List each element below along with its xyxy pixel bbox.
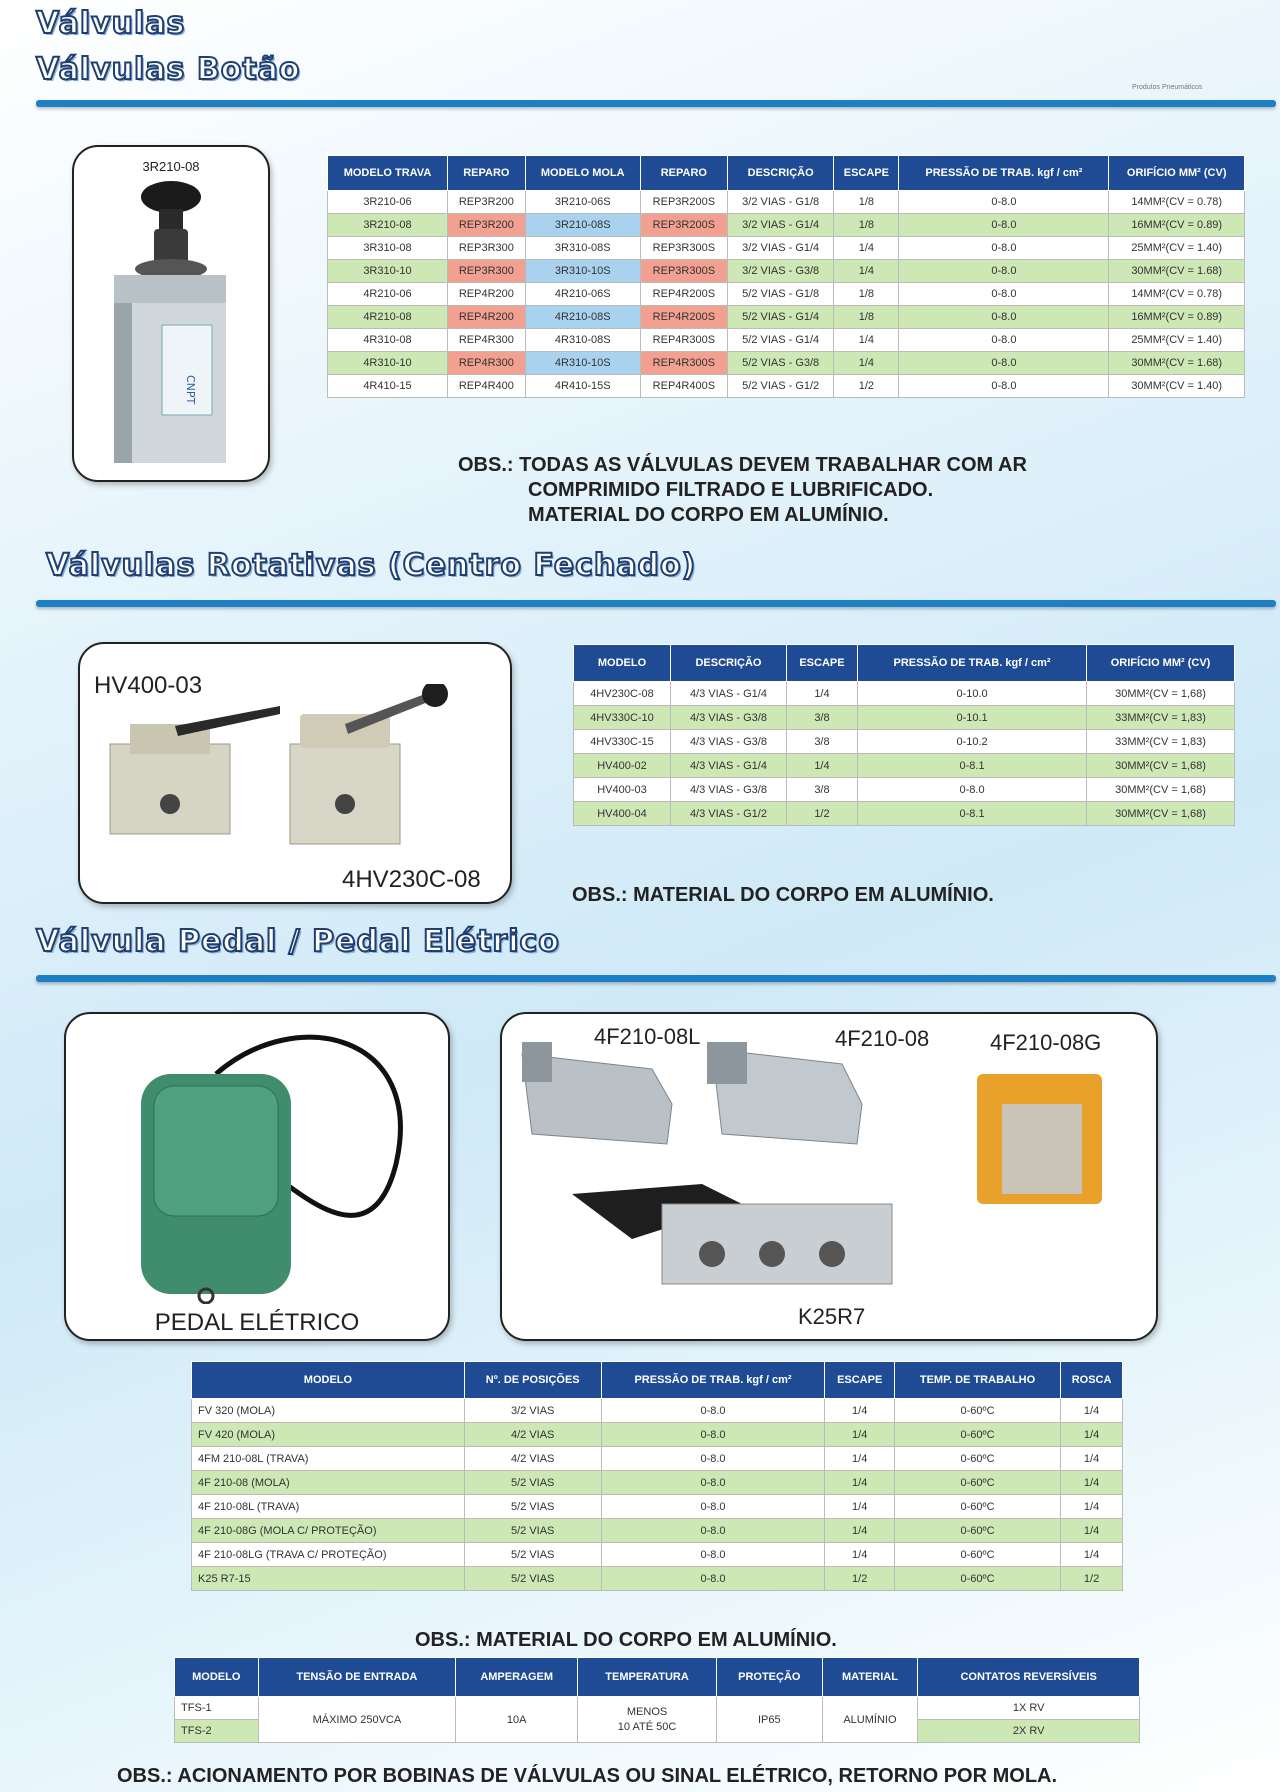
cell: K25 R7-15: [192, 1567, 465, 1591]
column-header: TENSÃO DE ENTRADA: [258, 1658, 456, 1697]
cell: 30MM²(CV = 1,68): [1087, 682, 1235, 706]
cell: 4F 210-08LG (TRAVA C/ PROTEÇÃO): [192, 1543, 465, 1567]
obs-botao-1: OBS.: TODAS AS VÁLVULAS DEVEM TRABALHAR COM AR: [458, 454, 1027, 476]
cell: 25MM²(CV = 1.40): [1109, 329, 1245, 352]
cell: REP3R200S: [640, 191, 727, 214]
column-header: MODELO: [192, 1362, 465, 1399]
table-row: [574, 706, 1235, 730]
cell: 30MM²(CV = 1.40): [1109, 375, 1245, 398]
table-botao: [327, 155, 1245, 398]
cell: 4/3 VIAS - G3/8: [670, 730, 786, 754]
table-row: [192, 1567, 1123, 1591]
divider: [36, 600, 1276, 607]
obs-rotativas: OBS.: MATERIAL DO CORPO EM ALUMÍNIO.: [572, 884, 994, 906]
column-header: ORIFÍCIO MM² (CV): [1087, 645, 1235, 682]
column-header: ESCAPE: [786, 645, 857, 682]
column-header: ESCAPE: [834, 156, 899, 191]
cell: 0-60ºC: [894, 1471, 1060, 1495]
cell: 3R310-08S: [525, 237, 640, 260]
cell: 1/8: [834, 214, 899, 237]
cell: 14MM²(CV = 0.78): [1109, 283, 1245, 306]
obs-botao-3: MATERIAL DO CORPO EM ALUMÍNIO.: [528, 504, 889, 526]
cell: 0-10.2: [857, 730, 1086, 754]
cell: 0-8.0: [601, 1399, 825, 1423]
divider: [36, 100, 1276, 107]
cell: 1/4: [1061, 1519, 1123, 1543]
column-header: MODELO TRAVA: [328, 156, 448, 191]
cell: 2X RV: [918, 1720, 1140, 1743]
cell: REP3R300S: [640, 237, 727, 260]
column-header: DESCRIÇÃO: [728, 156, 834, 191]
cell: 3/8: [786, 730, 857, 754]
cell: REP3R300S: [640, 260, 727, 283]
cell: 5/2 VIAS: [464, 1543, 601, 1567]
cell: REP4R400S: [640, 375, 727, 398]
cell: 0-8.0: [899, 260, 1109, 283]
cell: REP3R200: [447, 214, 525, 237]
cell: REP4R200S: [640, 306, 727, 329]
cell: 4R210-08S: [525, 306, 640, 329]
label-4f210-08g: 4F210-08G: [990, 1030, 1102, 1055]
cell: 30MM²(CV = 1,68): [1087, 802, 1235, 826]
column-header: REPARO: [640, 156, 727, 191]
cell: TFS-2: [175, 1720, 259, 1743]
cell: 4R310-10S: [525, 352, 640, 375]
cell: 4/3 VIAS - G1/2: [670, 802, 786, 826]
cell: 0-60ºC: [894, 1567, 1060, 1591]
cell: 1X RV: [918, 1697, 1140, 1720]
cell: 4HV230C-08: [574, 682, 671, 706]
cell: REP4R300S: [640, 352, 727, 375]
cell: 3/2 VIAS - G1/4: [728, 237, 834, 260]
cell: 0-8.1: [857, 802, 1086, 826]
column-header: CONTATOS REVERSÍVEIS: [918, 1658, 1140, 1697]
table-pedal-eletrico: [174, 1657, 1140, 1743]
cell: 0-8.0: [899, 352, 1109, 375]
cell: REP4R200S: [640, 283, 727, 306]
cell: 1/2: [834, 375, 899, 398]
cell: 4R410-15S: [525, 375, 640, 398]
electric-pedal-icon: [66, 1014, 448, 1304]
cell: 0-60ºC: [894, 1543, 1060, 1567]
cell: 4R210-08: [328, 306, 448, 329]
cell: REP3R200S: [640, 214, 727, 237]
cell: 1/4: [825, 1423, 894, 1447]
obs-eletrico: OBS.: ACIONAMENTO POR BOBINAS DE VÁLVULAS OU SINAL ELÉTRICO, RETORNO POR MOLA.: [117, 1765, 1058, 1787]
cell: 3/2 VIAS - G1/8: [728, 191, 834, 214]
cell: 1/4: [825, 1519, 894, 1543]
table-row: [574, 802, 1235, 826]
cell: 1/4: [1061, 1543, 1123, 1567]
table-row: [328, 306, 1245, 329]
cell: 0-60ºC: [894, 1399, 1060, 1423]
divider: [36, 975, 1276, 982]
column-header: ROSCA: [1061, 1362, 1123, 1399]
cell-line: MENOS: [626, 1705, 668, 1718]
cell: 0-8.0: [601, 1471, 825, 1495]
cell: 1/4: [834, 329, 899, 352]
cell: MÁXIMO 250VCA: [258, 1697, 456, 1743]
cell: 4R210-06: [328, 283, 448, 306]
cell: 3R310-08: [328, 237, 448, 260]
cell: HV400-02: [574, 754, 671, 778]
cell: 0-8.0: [601, 1495, 825, 1519]
cell: 30MM²(CV = 1.68): [1109, 260, 1245, 283]
cell: 0-8.0: [601, 1567, 825, 1591]
cell: 30MM²(CV = 1,68): [1087, 754, 1235, 778]
table-row: [328, 329, 1245, 352]
cell: 1/4: [786, 754, 857, 778]
cell: 1/2: [825, 1567, 894, 1591]
cell: 0-60ºC: [894, 1447, 1060, 1471]
image-label: 3R210-08: [142, 159, 200, 174]
obs-botao-2: COMPRIMIDO FILTRADO E LUBRIFICADO.: [528, 479, 934, 501]
cell: 1/4: [1061, 1447, 1123, 1471]
cell: 1/4: [1061, 1423, 1123, 1447]
valve-brand-text: CNPT: [184, 375, 197, 405]
cell: 4HV330C-10: [574, 706, 671, 730]
cell: REP4R300S: [640, 329, 727, 352]
cell: 30MM²(CV = 1,68): [1087, 778, 1235, 802]
cell: 1/4: [834, 237, 899, 260]
image-pedal-valves: [500, 1012, 1158, 1341]
cell: 5/2 VIAS - G3/8: [728, 352, 834, 375]
table-row: [192, 1519, 1123, 1543]
table-row: [192, 1471, 1123, 1495]
cell: 3R210-06: [328, 191, 448, 214]
cell: 4R310-08: [328, 329, 448, 352]
table-row: [574, 730, 1235, 754]
cell: 1/4: [825, 1471, 894, 1495]
cell: 5/2 VIAS - G1/8: [728, 283, 834, 306]
cell: 1/4: [825, 1447, 894, 1471]
cell: HV400-03: [574, 778, 671, 802]
label-pedal-eletrico: PEDAL ELÉTRICO: [154, 1309, 360, 1336]
cell: 4/3 VIAS - G1/4: [670, 682, 786, 706]
column-header: PRESSÃO DE TRAB. kgf / cm²: [857, 645, 1086, 682]
table-row: [192, 1423, 1123, 1447]
cell: 5/2 VIAS - G1/2: [728, 375, 834, 398]
column-header: DESCRIÇÃO: [670, 645, 786, 682]
cell: REP3R200: [447, 191, 525, 214]
cell: 3R210-08: [328, 214, 448, 237]
column-header: ESCAPE: [825, 1362, 894, 1399]
table-row: [328, 214, 1245, 237]
table-row: [328, 375, 1245, 398]
image-rotativa-valves: [78, 642, 512, 904]
column-header: TEMP. DE TRABALHO: [894, 1362, 1060, 1399]
button-valve-icon: [74, 175, 268, 475]
cell: ALUMÍNIO: [822, 1697, 918, 1743]
cell: 0-8.1: [857, 754, 1086, 778]
table-row: [192, 1543, 1123, 1567]
table-row: [574, 778, 1235, 802]
cell: 4/3 VIAS - G3/8: [670, 706, 786, 730]
table-row: [192, 1399, 1123, 1423]
label-k25r7: K25R7: [798, 1304, 866, 1329]
cell: 4R210-06S: [525, 283, 640, 306]
cell: 1/4: [825, 1543, 894, 1567]
cell: 16MM²(CV = 0.89): [1109, 306, 1245, 329]
cell: 1/4: [825, 1495, 894, 1519]
cell: 4/3 VIAS - G1/4: [670, 754, 786, 778]
table-row: [328, 283, 1245, 306]
column-header: Nº. DE POSIÇÕES: [464, 1362, 601, 1399]
cell: 1/4: [786, 682, 857, 706]
column-header: MATERIAL: [822, 1658, 918, 1697]
cell: 0-10.1: [857, 706, 1086, 730]
cell: 0-8.0: [601, 1519, 825, 1543]
cell: FV 420 (MOLA): [192, 1423, 465, 1447]
cell: 5/2 VIAS: [464, 1471, 601, 1495]
cell: 1/4: [1061, 1495, 1123, 1519]
cell: REP4R400: [447, 375, 525, 398]
column-header: PROTEÇÃO: [716, 1658, 822, 1697]
cell: 0-8.0: [899, 191, 1109, 214]
column-header: MODELO: [574, 645, 671, 682]
cell: 1/8: [834, 283, 899, 306]
image-pedal-eletrico: [64, 1012, 450, 1341]
cell: 1/2: [786, 802, 857, 826]
cell: 1/8: [834, 306, 899, 329]
cell: 16MM²(CV = 0.89): [1109, 214, 1245, 237]
cell: 5/2 VIAS: [464, 1567, 601, 1591]
cell: 4FM 210-08L (TRAVA): [192, 1447, 465, 1471]
cell: 0-8.0: [601, 1423, 825, 1447]
cell: 0-8.0: [899, 214, 1109, 237]
cell: [578, 1697, 717, 1743]
cell: REP4R300: [447, 329, 525, 352]
cell: 4F 210-08G (MOLA C/ PROTEÇÃO): [192, 1519, 465, 1543]
column-header: AMPERAGEM: [456, 1658, 578, 1697]
cell: 1/4: [825, 1399, 894, 1423]
foot-valve-icon: [502, 1014, 1156, 1339]
column-header: PRESSÃO DE TRAB. kgf / cm²: [601, 1362, 825, 1399]
obs-pedal: OBS.: MATERIAL DO CORPO EM ALUMÍNIO.: [415, 1629, 837, 1651]
cell: 0-8.0: [601, 1543, 825, 1567]
label-4f210-08: 4F210-08: [835, 1026, 930, 1051]
cell: 0-60ºC: [894, 1519, 1060, 1543]
column-header: MODELO: [175, 1658, 259, 1697]
cell: 4F 210-08 (MOLA): [192, 1471, 465, 1495]
cell: 0-8.0: [899, 306, 1109, 329]
rotary-valve-icon: [80, 684, 510, 864]
table-row: [328, 352, 1245, 375]
image-botao-valve: [72, 145, 270, 482]
section-title-pedal: Válvula Pedal / Pedal Elétrico: [36, 924, 560, 959]
cell: REP4R300: [447, 352, 525, 375]
table-row: [574, 754, 1235, 778]
table-row: [328, 191, 1245, 214]
cell: 3R210-08S: [525, 214, 640, 237]
cell: 3R310-10S: [525, 260, 640, 283]
cell: 3/2 VIAS: [464, 1399, 601, 1423]
table-row: [574, 682, 1235, 706]
page-title: Válvulas: [36, 6, 186, 41]
cell: 0-60ºC: [894, 1423, 1060, 1447]
cell: IP65: [716, 1697, 822, 1743]
column-header: ORIFÍCIO MM² (CV): [1109, 156, 1245, 191]
label-4hv230c-08: 4HV230C-08: [342, 866, 481, 893]
cell: 1/2: [1061, 1567, 1123, 1591]
table-row: [328, 260, 1245, 283]
cell: 30MM²(CV = 1.68): [1109, 352, 1245, 375]
cell: 0-8.0: [899, 237, 1109, 260]
cell: 1/4: [834, 260, 899, 283]
cell: 1/4: [1061, 1471, 1123, 1495]
cell: 5/2 VIAS: [464, 1495, 601, 1519]
cell: 5/2 VIAS: [464, 1519, 601, 1543]
cell: 0-8.0: [857, 778, 1086, 802]
cell: 5/2 VIAS - G1/4: [728, 329, 834, 352]
cell: 14MM²(CV = 0.78): [1109, 191, 1245, 214]
cell: 5/2 VIAS - G1/4: [728, 306, 834, 329]
label-hv400-03: HV400-03: [94, 672, 203, 699]
cell: REP3R300: [447, 260, 525, 283]
cell: 0-8.0: [899, 375, 1109, 398]
cell: 4F 210-08L (TRAVA): [192, 1495, 465, 1519]
table-row: [192, 1447, 1123, 1471]
cell: 1/4: [1061, 1399, 1123, 1423]
cell: 33MM²(CV = 1,83): [1087, 706, 1235, 730]
column-header: REPARO: [447, 156, 525, 191]
cell: 4R310-08S: [525, 329, 640, 352]
cell: 3/8: [786, 778, 857, 802]
label-4f210-08l: 4F210-08L: [594, 1024, 701, 1049]
cell: 4HV330C-15: [574, 730, 671, 754]
cell: REP4R200: [447, 306, 525, 329]
cell: 0-60ºC: [894, 1495, 1060, 1519]
cell: REP4R200: [447, 283, 525, 306]
cell: HV400-04: [574, 802, 671, 826]
cell: 0-10.0: [857, 682, 1086, 706]
cell: 4/3 VIAS - G3/8: [670, 778, 786, 802]
section-title-rotativas: Válvulas Rotativas (Centro Fechado): [46, 548, 697, 583]
cell: FV 320 (MOLA): [192, 1399, 465, 1423]
cell: 4R310-10: [328, 352, 448, 375]
cell: 3R310-10: [328, 260, 448, 283]
cell: 3/2 VIAS - G1/4: [728, 214, 834, 237]
table-pedal: [191, 1361, 1123, 1591]
column-header: MODELO MOLA: [525, 156, 640, 191]
cell: 33MM²(CV = 1,83): [1087, 730, 1235, 754]
cell: 4/2 VIAS: [464, 1423, 601, 1447]
cell: 1/8: [834, 191, 899, 214]
cell: TFS-1: [175, 1697, 259, 1720]
cell: 0-8.0: [899, 329, 1109, 352]
cell: 3/8: [786, 706, 857, 730]
cell: REP3R300: [447, 237, 525, 260]
cell: 1/4: [834, 352, 899, 375]
cell: 0-8.0: [601, 1447, 825, 1471]
column-header: PRESSÃO DE TRAB. kgf / cm²: [899, 156, 1109, 191]
cell-line: 10 ATÉ 50C: [617, 1720, 677, 1733]
cell: 3/2 VIAS - G3/8: [728, 260, 834, 283]
table-rotativas: [573, 644, 1235, 826]
top-right-label: Produtos Pneumáticos: [1132, 84, 1203, 91]
cell: 10A: [456, 1697, 578, 1743]
table-row: [192, 1495, 1123, 1519]
cell: 4R410-15: [328, 375, 448, 398]
column-header: TEMPERATURA: [578, 1658, 717, 1697]
cell: 0-8.0: [899, 283, 1109, 306]
section-title-botao: Válvulas Botão: [36, 52, 301, 87]
cell: 3R210-06S: [525, 191, 640, 214]
cell: 4/2 VIAS: [464, 1447, 601, 1471]
table-row: [328, 237, 1245, 260]
cell: 25MM²(CV = 1.40): [1109, 237, 1245, 260]
